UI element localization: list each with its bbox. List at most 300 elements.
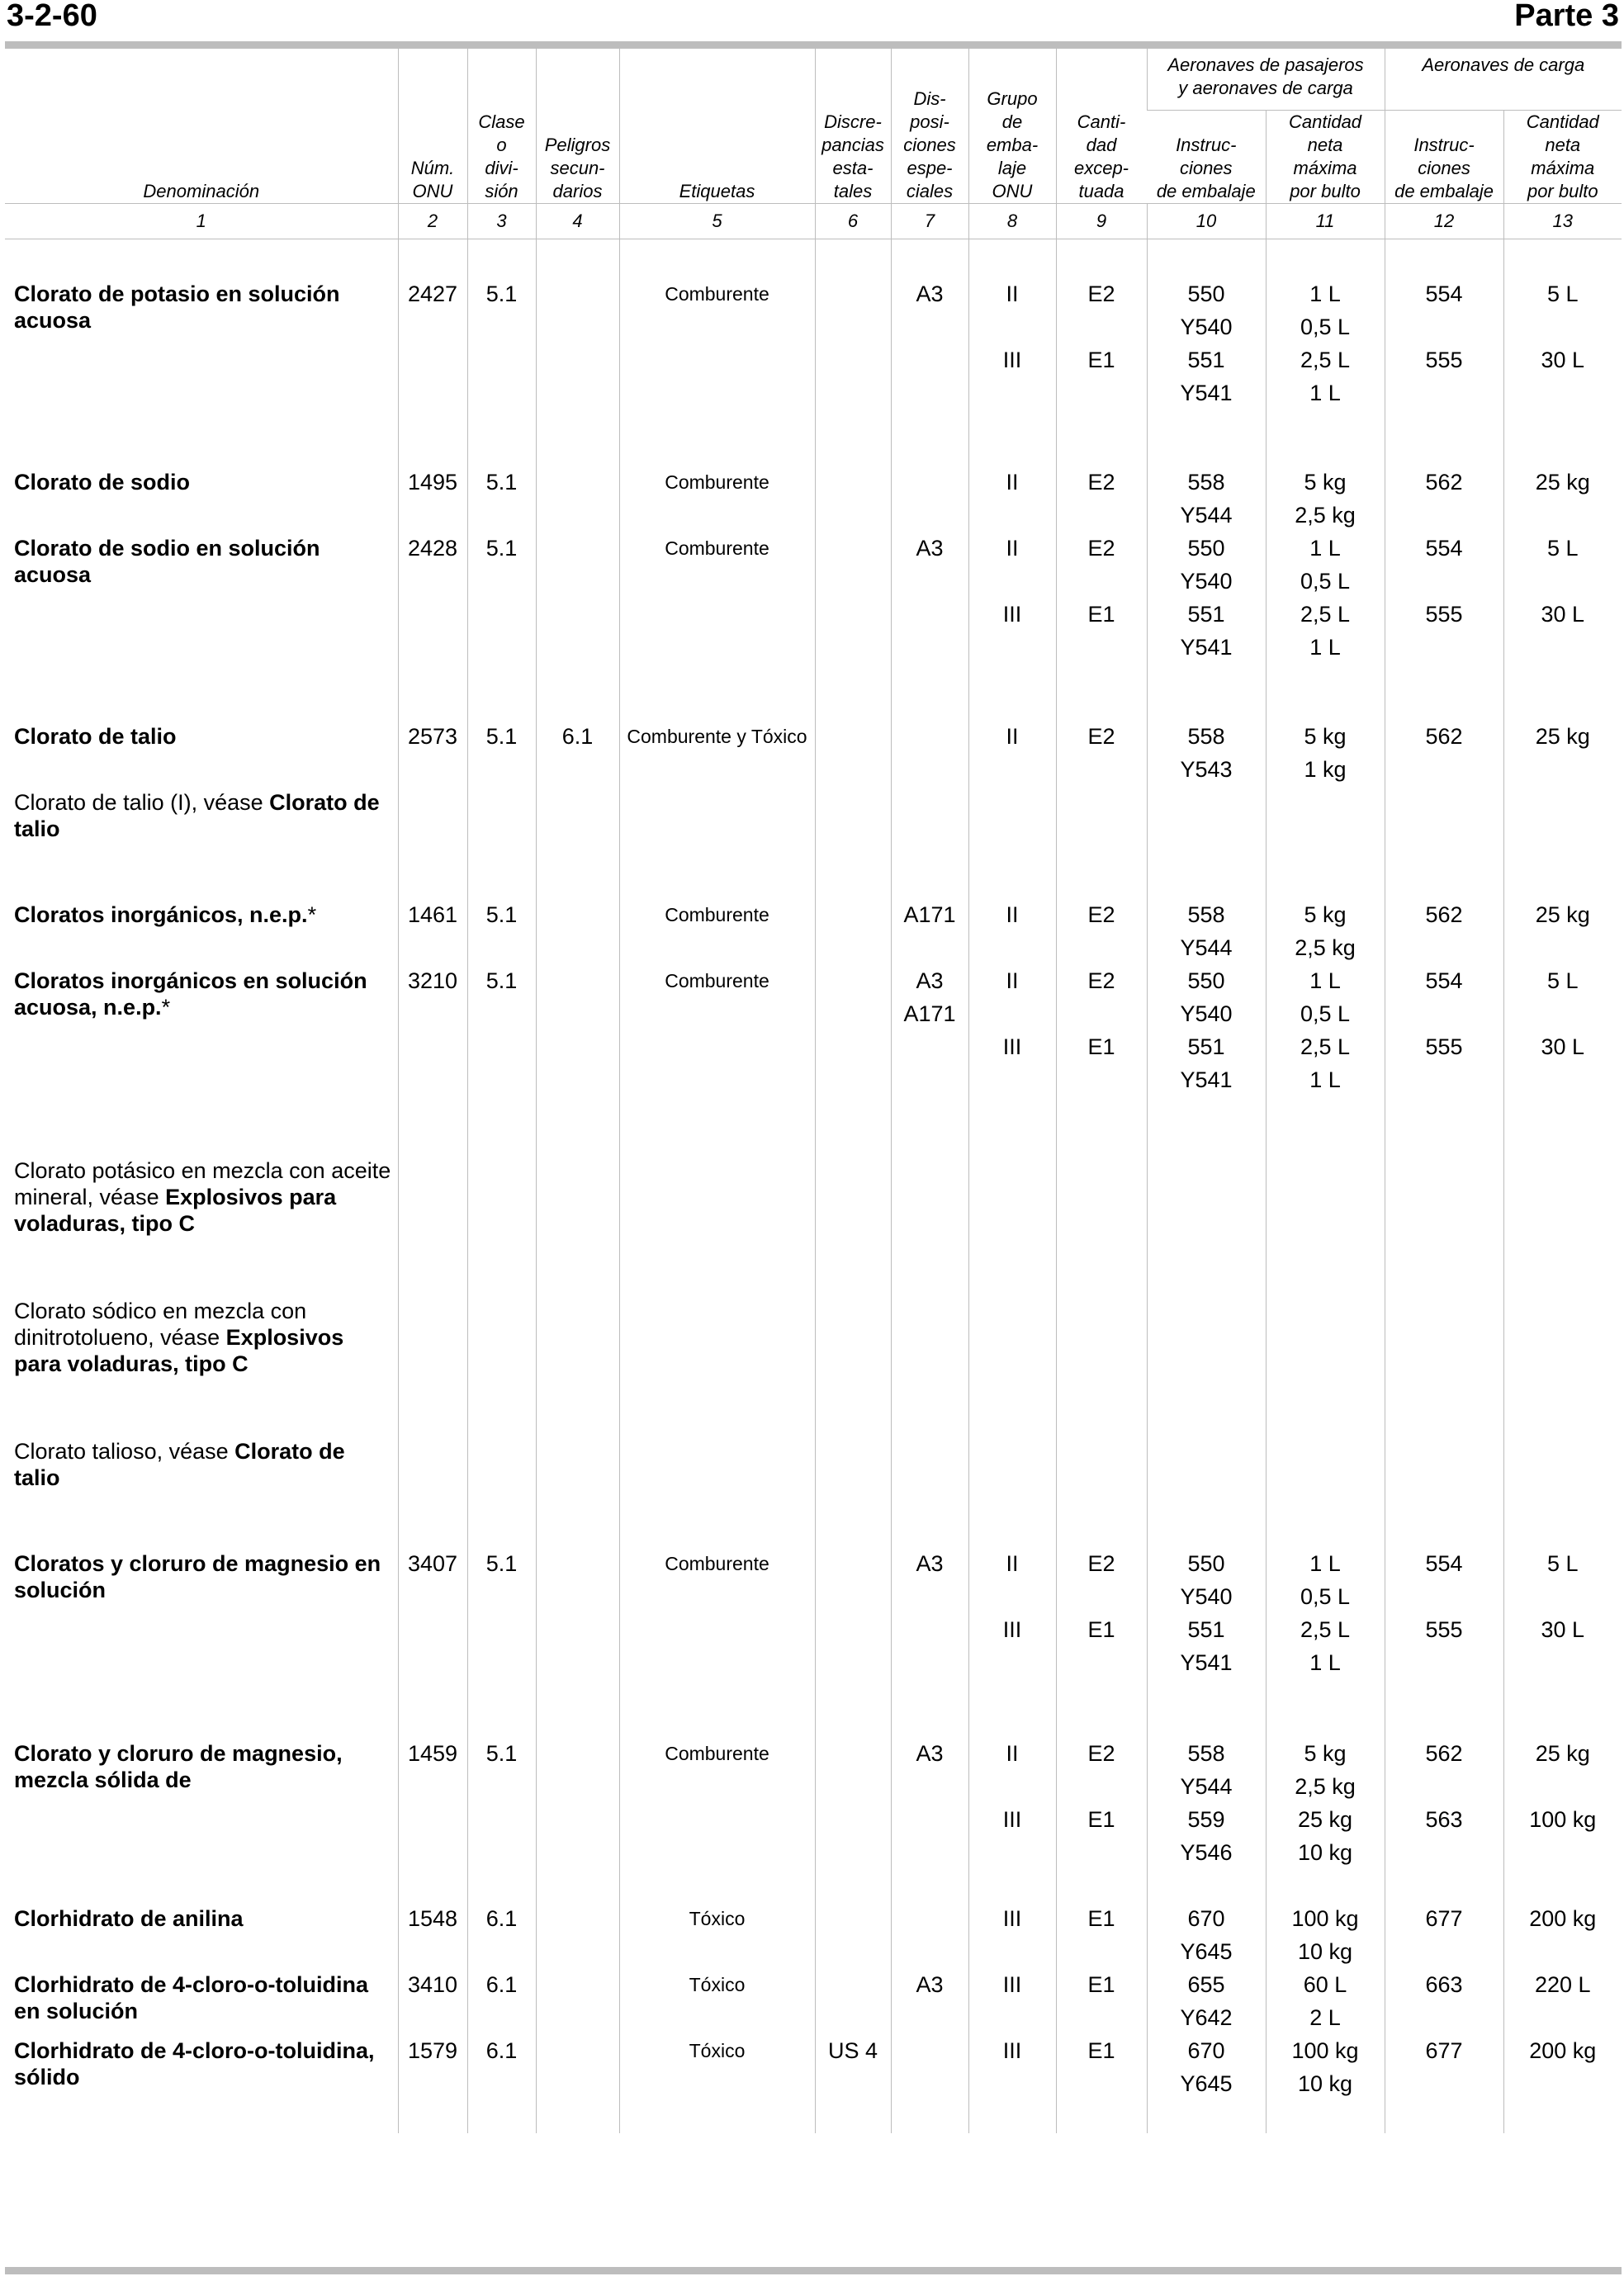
spacer-row: [5, 842, 1622, 898]
un-number-value: 2427: [407, 282, 458, 306]
cargo-packing-instruction-value: 677: [1425, 1906, 1463, 1931]
special-provisions: [891, 964, 968, 1096]
un-number: [398, 1294, 467, 1377]
substance-name: [5, 1547, 398, 1679]
un-number-value: 1495: [407, 470, 458, 495]
passenger-packing-instruction: [1147, 720, 1266, 786]
cargo-packing-instruction: [1385, 1547, 1503, 1679]
cargo-max-quantity-value: 25 kg 100 kg: [1529, 1741, 1597, 1832]
passenger-packing-instruction-value: 558 Y543: [1180, 724, 1233, 782]
special-provisions-value: A3: [916, 1551, 944, 1576]
dangerous-goods-table: [5, 49, 1622, 2133]
special-provisions: [891, 786, 968, 842]
excepted-quantity-value: E2 E1: [1087, 536, 1115, 627]
class-division: [467, 277, 536, 409]
state-variation: [815, 1154, 891, 1237]
cargo-max-quantity: [1503, 1547, 1622, 1679]
substance-name: [5, 1902, 398, 1968]
passenger-packing-instruction: [1147, 532, 1266, 664]
column-number: 12: [1385, 204, 1503, 239]
state-variation: [815, 1737, 891, 1869]
hazard-label-value: Comburente y Tóxico: [627, 726, 807, 747]
hazard-label: [619, 1294, 815, 1377]
un-number: [398, 1547, 467, 1679]
hazard-label: [619, 1435, 815, 1491]
substance-name-part: Clorato de sodio: [14, 470, 191, 495]
packing-group-value: II: [1006, 902, 1019, 927]
cargo-max-quantity-value: 25 kg: [1535, 470, 1590, 495]
cargo-packing-instruction: [1385, 1435, 1503, 1491]
special-provisions: [891, 1737, 968, 1869]
subsidiary-hazard: [536, 786, 619, 842]
cargo-max-quantity: [1503, 720, 1622, 786]
col-header-discrepancias: Discre- pancias esta- tales: [815, 49, 891, 204]
column-number: 10: [1147, 204, 1266, 239]
substance-name-part: *: [307, 902, 317, 927]
class-division: [467, 1902, 536, 1968]
class-division: [467, 466, 536, 532]
cargo-packing-instruction-value: 663: [1425, 1972, 1463, 1997]
substance-name-part: Clorhidrato de anilina: [14, 1906, 244, 1931]
table-row: [5, 2034, 1622, 2100]
cargo-packing-instruction: [1385, 1902, 1503, 1968]
cargo-packing-instruction: [1385, 720, 1503, 786]
cargo-packing-instruction: [1385, 1737, 1503, 1869]
table-row: [5, 720, 1622, 786]
passenger-max-quantity: [1266, 1968, 1385, 2034]
passenger-packing-instruction: [1147, 1154, 1266, 1237]
substance-name: [5, 466, 398, 532]
passenger-packing-instruction-value: 550 Y540 551 Y541: [1180, 536, 1233, 660]
subsidiary-hazard: [536, 1902, 619, 1968]
excepted-quantity: [1056, 786, 1147, 842]
table-row: [5, 1737, 1622, 1869]
subsidiary-hazard: [536, 964, 619, 1096]
special-provisions: [891, 466, 968, 532]
passenger-max-quantity: [1266, 2034, 1385, 2100]
state-variation: [815, 898, 891, 964]
packing-group: [968, 898, 1056, 964]
passenger-max-quantity: [1266, 898, 1385, 964]
passenger-max-quantity-value: 1 L 0,5 L 2,5 L 1 L: [1300, 1551, 1351, 1675]
cargo-packing-instruction: [1385, 786, 1503, 842]
cargo-max-quantity: [1503, 532, 1622, 664]
cargo-max-quantity-value: 25 kg: [1535, 724, 1590, 749]
cargo-max-quantity: [1503, 1154, 1622, 1237]
table-row: [5, 1294, 1622, 1377]
passenger-packing-instruction: [1147, 1294, 1266, 1377]
column-number: 5: [619, 204, 815, 239]
cargo-max-quantity: [1503, 1737, 1622, 1869]
packing-group: [968, 1902, 1056, 1968]
col-header-num-onu: Núm. ONU: [398, 49, 467, 204]
class-division-value: 5.1: [485, 968, 518, 993]
hazard-label: [619, 277, 815, 409]
un-number-value: 3210: [407, 968, 458, 993]
hazard-label: [619, 1737, 815, 1869]
substance-name: [5, 277, 398, 409]
passenger-packing-instruction: [1147, 277, 1266, 409]
passenger-max-quantity: [1266, 1294, 1385, 1377]
hazard-label-value: Comburente: [665, 904, 769, 925]
hazard-label-value: Comburente: [665, 1743, 769, 1764]
substance-name-part: Explosivos para voladuras, tipo C: [14, 1325, 344, 1376]
passenger-max-quantity-value: 5 kg 2,5 kg: [1295, 902, 1356, 960]
excepted-quantity: [1056, 1968, 1147, 2034]
packing-group-value: II: [1006, 470, 1019, 495]
un-number-value: 1461: [407, 902, 458, 927]
page-number: 3-2-60: [7, 0, 97, 33]
passenger-packing-instruction: [1147, 1968, 1266, 2034]
class-division: [467, 1968, 536, 2034]
class-division-value: 5.1: [485, 1551, 518, 1576]
subsidiary-hazard: [536, 720, 619, 786]
passenger-max-quantity-value: 1 L 0,5 L 2,5 L 1 L: [1300, 282, 1351, 405]
passenger-max-quantity: [1266, 1435, 1385, 1491]
packing-group-value: III: [1002, 1906, 1022, 1931]
packing-group: [968, 277, 1056, 409]
substance-name-part: Clorato y cloruro de magnesio, mezcla sólida de: [14, 1741, 343, 1792]
packing-group: [968, 720, 1056, 786]
class-division: [467, 720, 536, 786]
excepted-quantity: [1056, 466, 1147, 532]
hazard-label-value: Comburente: [665, 1553, 769, 1574]
passenger-max-quantity-value: 100 kg 10 kg: [1291, 2038, 1359, 2096]
substance-name-part: Clorato sódico en mezcla con dinitrotolueno, véase: [14, 1299, 307, 1350]
cargo-packing-instruction: [1385, 964, 1503, 1096]
excepted-quantity-value: E2: [1087, 902, 1115, 927]
excepted-quantity: [1056, 532, 1147, 664]
packing-group: [968, 466, 1056, 532]
excepted-quantity: [1056, 898, 1147, 964]
spacer-row: [5, 1679, 1622, 1737]
cargo-max-quantity-value: 5 L 30 L: [1541, 282, 1585, 372]
cargo-packing-instruction-value: 554 555: [1425, 1551, 1463, 1642]
bottom-rule: [5, 2267, 1622, 2274]
substance-name: [5, 898, 398, 964]
cargo-packing-instruction: [1385, 2034, 1503, 2100]
passenger-max-quantity: [1266, 1547, 1385, 1679]
excepted-quantity-value: E1: [1087, 1972, 1115, 1997]
passenger-max-quantity: [1266, 1737, 1385, 1869]
packing-group: [968, 786, 1056, 842]
passenger-max-quantity: [1266, 786, 1385, 842]
col-header-peligros: Peligros secun- darios: [536, 49, 619, 204]
excepted-quantity: [1056, 1435, 1147, 1491]
excepted-quantity-value: E2 E1: [1087, 1551, 1115, 1642]
cargo-max-quantity: [1503, 786, 1622, 842]
substance-name-part: Clorato de talio: [14, 790, 380, 841]
un-number: [398, 277, 467, 409]
packing-group-value: II III: [1002, 968, 1022, 1059]
state-variation: [815, 1294, 891, 1377]
column-number: 2: [398, 204, 467, 239]
special-provisions: [891, 277, 968, 409]
col-header-grupo: Grupo de emba- laje ONU: [968, 49, 1056, 204]
cargo-packing-instruction-value: 677: [1425, 2038, 1463, 2063]
cargo-max-quantity-value: 25 kg: [1535, 902, 1590, 927]
class-division: [467, 2034, 536, 2100]
spacer-row: [5, 2100, 1622, 2133]
col-header-instrucciones-pasajeros: Instruc- ciones de embalaje: [1156, 135, 1256, 201]
substance-name: [5, 1435, 398, 1491]
substance-name-part: Clorato de talio (I), véase: [14, 790, 270, 815]
special-provisions: [891, 1435, 968, 1491]
special-provisions-value: A3: [916, 1741, 944, 1766]
hazard-label-value: Comburente: [665, 471, 769, 493]
state-variation: [815, 1902, 891, 1968]
substance-name: [5, 1968, 398, 2034]
un-number: [398, 466, 467, 532]
un-number: [398, 2034, 467, 2100]
table-row: [5, 466, 1622, 532]
excepted-quantity: [1056, 1154, 1147, 1237]
packing-group-value: II III: [1002, 282, 1022, 372]
subsidiary-hazard: [536, 277, 619, 409]
passenger-max-quantity: [1266, 466, 1385, 532]
passenger-packing-instruction-value: 558 Y544: [1180, 902, 1233, 960]
substance-name: [5, 1154, 398, 1237]
col-header-clase: Clase o divi- sión: [467, 49, 536, 204]
hazard-label-value: Comburente: [665, 537, 769, 559]
class-division-value: 5.1: [485, 282, 518, 306]
cargo-packing-instruction-value: 562: [1425, 724, 1463, 749]
passenger-packing-instruction-value: 558 Y544 559 Y546: [1180, 1741, 1233, 1865]
hazard-label: [619, 2034, 815, 2100]
excepted-quantity-value: E2 E1: [1087, 968, 1115, 1059]
subsidiary-hazard: [536, 2034, 619, 2100]
special-provisions: [891, 898, 968, 964]
cargo-max-quantity: [1503, 1902, 1622, 1968]
table-row: [5, 1902, 1622, 1968]
substance-name-part: Clorato de potasio en solución acuosa: [14, 282, 340, 333]
hazard-label: [619, 466, 815, 532]
substance-name: [5, 720, 398, 786]
special-provisions: [891, 1902, 968, 1968]
hazard-label-value: Comburente: [665, 970, 769, 991]
packing-group: [968, 2034, 1056, 2100]
excepted-quantity-value: E2 E1: [1087, 282, 1115, 372]
substance-name-part: Explosivos para voladuras, tipo C: [14, 1185, 337, 1236]
passenger-packing-instruction: [1147, 1902, 1266, 1968]
column-number: 3: [467, 204, 536, 239]
subsidiary-hazard: [536, 1737, 619, 1869]
class-division: [467, 1547, 536, 1679]
hazard-label: [619, 898, 815, 964]
table-row: [5, 1547, 1622, 1679]
passenger-packing-instruction-value: 550 Y540 551 Y541: [1180, 1551, 1233, 1675]
excepted-quantity-value: E1: [1087, 1906, 1115, 1931]
packing-group-value: II: [1006, 724, 1019, 749]
column-number: 1: [5, 204, 398, 239]
special-provisions: [891, 1968, 968, 2034]
spacer-row: [5, 664, 1622, 720]
state-variation-value: US 4: [827, 2038, 878, 2063]
packing-group: [968, 1154, 1056, 1237]
table-row: [5, 532, 1622, 664]
passenger-max-quantity: [1266, 1902, 1385, 1968]
col-group-pasajeros: Aeronaves de pasajeros y aeronaves de carga: [1147, 49, 1385, 111]
un-number-value: 1579: [407, 2038, 458, 2063]
spacer-row: [5, 239, 1622, 278]
table-row: [5, 964, 1622, 1096]
special-provisions: [891, 1547, 968, 1679]
state-variation: [815, 466, 891, 532]
subsidiary-hazard: [536, 1435, 619, 1491]
class-division: [467, 1435, 536, 1491]
cargo-max-quantity-value: 5 L 30 L: [1541, 1551, 1585, 1642]
special-provisions: [891, 1294, 968, 1377]
un-number-value: 2428: [407, 536, 458, 561]
col-header-cantidad-carga: Cantidad neta máxima por bulto: [1503, 111, 1622, 204]
excepted-quantity: [1056, 720, 1147, 786]
subsidiary-hazard: [536, 466, 619, 532]
cargo-max-quantity-value: 5 L 30 L: [1541, 536, 1585, 627]
hazard-label-value: Tóxico: [689, 1908, 746, 1929]
substance-name-part: Clorhidrato de 4-cloro-o-toluidina en solución: [14, 1972, 368, 2023]
col-header-cantidad-exceptuada: Canti- dad excep- tuada: [1056, 49, 1147, 204]
col-header-disposiciones: Dis- posi- ciones espe- ciales: [891, 49, 968, 204]
state-variation: [815, 532, 891, 664]
excepted-quantity: [1056, 1294, 1147, 1377]
cargo-max-quantity-value: 200 kg: [1529, 1906, 1597, 1931]
col-header-etiquetas: Etiquetas: [619, 49, 815, 204]
un-number: [398, 786, 467, 842]
passenger-packing-instruction-value: 670 Y645: [1180, 2038, 1233, 2096]
special-provisions: [891, 2034, 968, 2100]
special-provisions: [891, 532, 968, 664]
excepted-quantity: [1056, 1547, 1147, 1679]
passenger-packing-instruction-value: 670 Y645: [1180, 1906, 1233, 1964]
un-number-value: 3410: [407, 1972, 458, 1997]
hazard-label-value: Tóxico: [689, 1974, 746, 1995]
passenger-max-quantity: [1266, 1154, 1385, 1237]
table-row: [5, 1435, 1622, 1491]
hazard-label: [619, 1154, 815, 1237]
col-header-instrucciones-carga: Instruc- ciones de embalaje: [1385, 111, 1503, 204]
passenger-packing-instruction: [1147, 786, 1266, 842]
excepted-quantity-value: E2 E1: [1087, 1741, 1115, 1832]
passenger-packing-instruction-value: 550 Y540 551 Y541: [1180, 282, 1233, 405]
class-division: [467, 1154, 536, 1237]
subsidiary-hazard-value: 6.1: [561, 724, 594, 749]
cargo-packing-instruction: [1385, 1968, 1503, 2034]
cargo-packing-instruction-value: 554 555: [1425, 282, 1463, 372]
passenger-max-quantity-value: 60 L 2 L: [1303, 1972, 1347, 2030]
cargo-packing-instruction: [1385, 1294, 1503, 1377]
state-variation: [815, 1968, 891, 2034]
substance-name-part: Cloratos inorgánicos en solución acuosa, n.e.p.: [14, 968, 367, 1020]
un-number: [398, 720, 467, 786]
hazard-label: [619, 964, 815, 1096]
subsidiary-hazard: [536, 1547, 619, 1679]
subsidiary-hazard: [536, 1294, 619, 1377]
state-variation: [815, 964, 891, 1096]
spacer-row: [5, 1869, 1622, 1902]
substance-name-part: Clorato de talio: [14, 724, 177, 749]
hazard-label-value: Comburente: [665, 283, 769, 305]
cargo-packing-instruction-value: 554 555: [1425, 536, 1463, 627]
packing-group: [968, 1547, 1056, 1679]
un-number: [398, 1154, 467, 1237]
subsidiary-hazard: [536, 1968, 619, 2034]
top-rule: [5, 41, 1622, 49]
spacer-row: [5, 409, 1622, 466]
cargo-max-quantity: [1503, 1968, 1622, 2034]
table-row: [5, 277, 1622, 409]
spacer-row: [5, 1096, 1622, 1154]
passenger-max-quantity: [1266, 964, 1385, 1096]
class-division: [467, 1737, 536, 1869]
un-number-value: 1459: [407, 1741, 458, 1766]
cargo-max-quantity-value: 220 L: [1534, 1972, 1591, 1997]
state-variation: [815, 2034, 891, 2100]
packing-group-value: II III: [1002, 536, 1022, 627]
cargo-max-quantity: [1503, 1435, 1622, 1491]
special-provisions-value: A3: [916, 282, 944, 306]
cargo-max-quantity-value: 5 L 30 L: [1541, 968, 1585, 1059]
passenger-packing-instruction: [1147, 466, 1266, 532]
cargo-max-quantity: [1503, 466, 1622, 532]
substance-name: [5, 2034, 398, 2100]
passenger-max-quantity-value: 1 L 0,5 L 2,5 L 1 L: [1300, 968, 1351, 1092]
excepted-quantity: [1056, 2034, 1147, 2100]
class-division-value: 5.1: [485, 1741, 518, 1766]
column-number: 9: [1056, 204, 1147, 239]
excepted-quantity-value: E1: [1087, 2038, 1115, 2063]
packing-group: [968, 964, 1056, 1096]
passenger-max-quantity-value: 1 L 0,5 L 2,5 L 1 L: [1300, 536, 1351, 660]
cargo-packing-instruction-value: 562: [1425, 902, 1463, 927]
spacer-row: [5, 1237, 1622, 1294]
substance-name-part: Clorato talioso, véase: [14, 1439, 235, 1464]
table-row: [5, 898, 1622, 964]
table-row: [5, 786, 1622, 842]
excepted-quantity-value: E2: [1087, 470, 1115, 495]
substance-name-part: Clorato de talio: [14, 1439, 345, 1490]
excepted-quantity: [1056, 1902, 1147, 1968]
hazard-label: [619, 1547, 815, 1679]
column-number: 7: [891, 204, 968, 239]
state-variation: [815, 1547, 891, 1679]
col-header-denominacion: Denominación: [143, 181, 260, 201]
cargo-packing-instruction: [1385, 277, 1503, 409]
packing-group-value: II III: [1002, 1741, 1022, 1832]
substance-name: [5, 1294, 398, 1377]
passenger-max-quantity: [1266, 532, 1385, 664]
subsidiary-hazard: [536, 532, 619, 664]
packing-group-value: II III: [1002, 1551, 1022, 1642]
un-number-value: 3407: [407, 1551, 458, 1576]
un-number: [398, 898, 467, 964]
page-header: [0, 0, 1624, 41]
passenger-packing-instruction-value: 550 Y540 551 Y541: [1180, 968, 1233, 1092]
class-division: [467, 898, 536, 964]
cargo-max-quantity: [1503, 277, 1622, 409]
cargo-packing-instruction: [1385, 532, 1503, 664]
packing-group: [968, 1968, 1056, 2034]
un-number: [398, 1902, 467, 1968]
cargo-packing-instruction: [1385, 898, 1503, 964]
cargo-packing-instruction-value: 554 555: [1425, 968, 1463, 1059]
packing-group-value: III: [1002, 1972, 1022, 1997]
hazard-label: [619, 1968, 815, 2034]
class-division: [467, 532, 536, 664]
class-division-value: 5.1: [485, 724, 518, 749]
table-row: [5, 1154, 1622, 1237]
spacer-row: [5, 1491, 1622, 1547]
special-provisions-value: A171: [903, 902, 956, 927]
